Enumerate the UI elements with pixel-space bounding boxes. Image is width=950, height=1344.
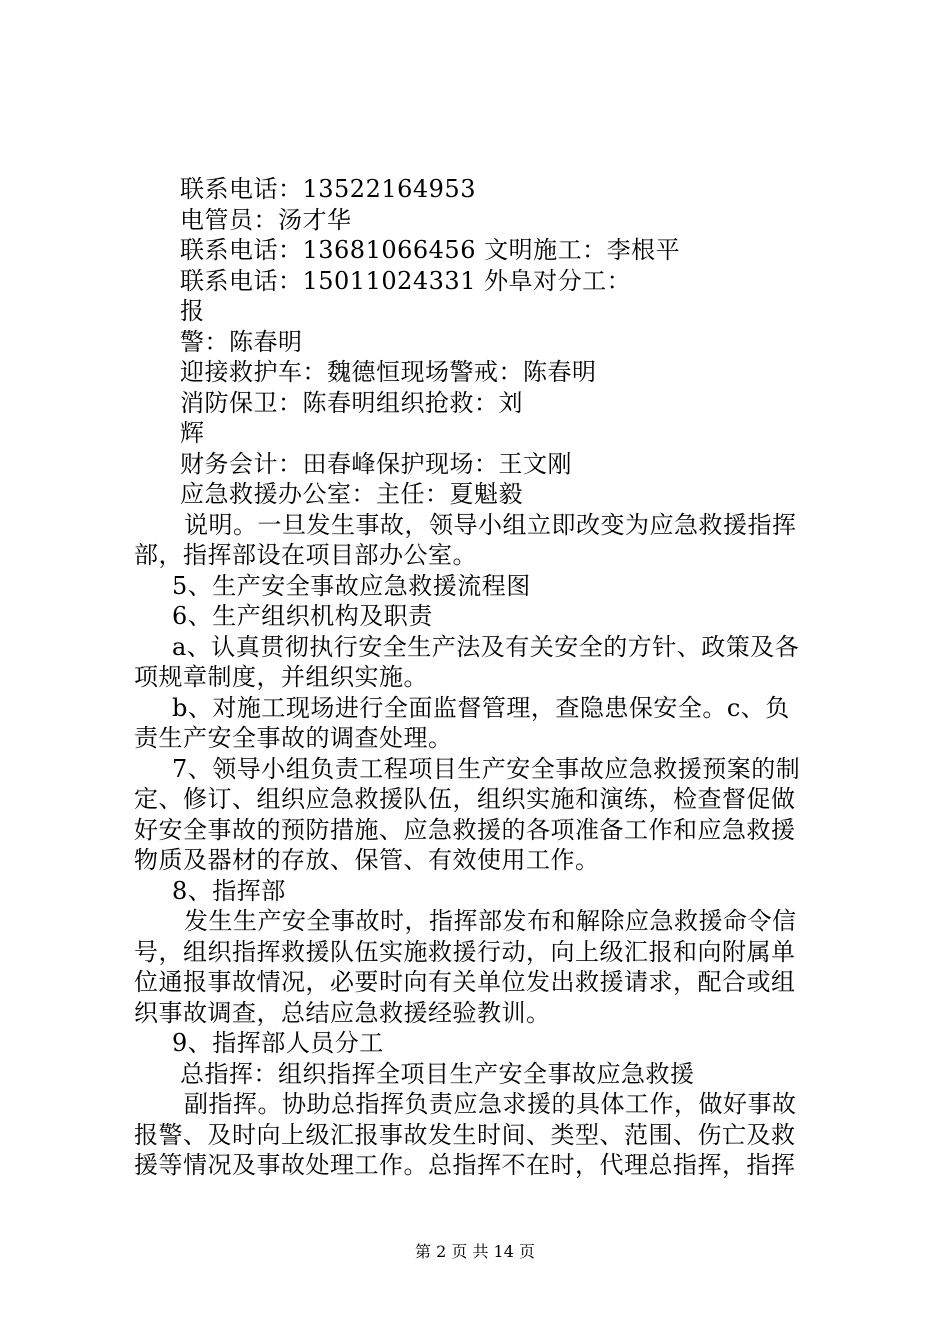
text-line: 发生生产安全事故时，指挥部发布和解除应急救援命令信	[184, 907, 797, 935]
text-line: 物质及器材的存放、保管、有效使用工作。	[134, 846, 600, 874]
text-line: 好安全事故的预防措施、应急救援的各项准备工作和应急救援	[134, 815, 796, 844]
text-line: 辉	[180, 419, 205, 447]
text-line: a、认真贯彻执行安全生产法及有关安全的方针、政策及各	[172, 632, 800, 661]
text-line: 6、生产组织机构及职责	[172, 602, 433, 630]
text-line: 定、修订、组织应急救援队伍，组织实施和演练，检查督促做	[134, 785, 796, 813]
text-line: 电管员：汤才华	[180, 205, 352, 234]
text-line: 8、指挥部	[172, 876, 286, 905]
text-line: 责生产安全事故的调查处理。	[134, 724, 453, 752]
text-line: 5、生产安全事故应急救援流程图	[172, 571, 531, 600]
text-line: 部，指挥部设在项目部办公室。	[134, 541, 477, 569]
text-line: 9、指挥部人员分工	[172, 1029, 384, 1057]
text-line: b、对施工现场进行全面监督管理，查隐患保安全。c、负	[172, 693, 790, 722]
text-line: 警：陈春明	[180, 327, 303, 356]
text-line: 联系电话：13522164953	[180, 175, 476, 203]
text-line: 援等情况及事故处理工作。总指挥不在时，代理总指挥，指挥	[134, 1151, 796, 1179]
page-footer: 第 2 页 共 14 页	[415, 1242, 535, 1261]
text-line: 消防保卫：陈春明组织抢救：刘	[180, 388, 523, 417]
text-line: 联系电话：15011024331 外阜对分工：	[180, 266, 632, 295]
text-line: 号，组织指挥救援队伍实施救援行动，向上级汇报和向附属单	[134, 937, 796, 966]
text-line: 7、领导小组负责工程项目生产安全事故应急救援预案的制	[172, 754, 801, 783]
text-line: 说明。一旦发生事故，领导小组立即改变为应急救援指挥	[184, 510, 797, 539]
text-line: 报警、及时向上级汇报事故发生时间、类型、范围、伤亡及救	[134, 1120, 796, 1149]
text-line: 财务会计：田春峰保护现场：王文刚	[180, 449, 572, 478]
text-line: 联系电话：13681066456 文明施工：李根平	[180, 236, 681, 264]
text-line: 项规章制度，并组织实施。	[134, 663, 428, 691]
text-line: 位通报事故情况，必要时向有关单位发出救援请求，配合或组	[134, 968, 796, 996]
text-line: 织事故调查，总结应急救援经验教训。	[134, 998, 551, 1027]
text-line: 报	[180, 297, 205, 325]
text-line: 副指挥。协助总指挥负责应急求援的具体工作，做好事故	[184, 1090, 797, 1118]
document-body	[134, 174, 834, 1181]
text-line: 应急救援办公室：主任：夏魁毅	[180, 480, 523, 508]
text-line: 总指挥：组织指挥全项目生产安全事故应急救援	[180, 1059, 695, 1088]
text-line: 迎接救护车：魏德恒现场警戒：陈春明	[180, 358, 597, 386]
